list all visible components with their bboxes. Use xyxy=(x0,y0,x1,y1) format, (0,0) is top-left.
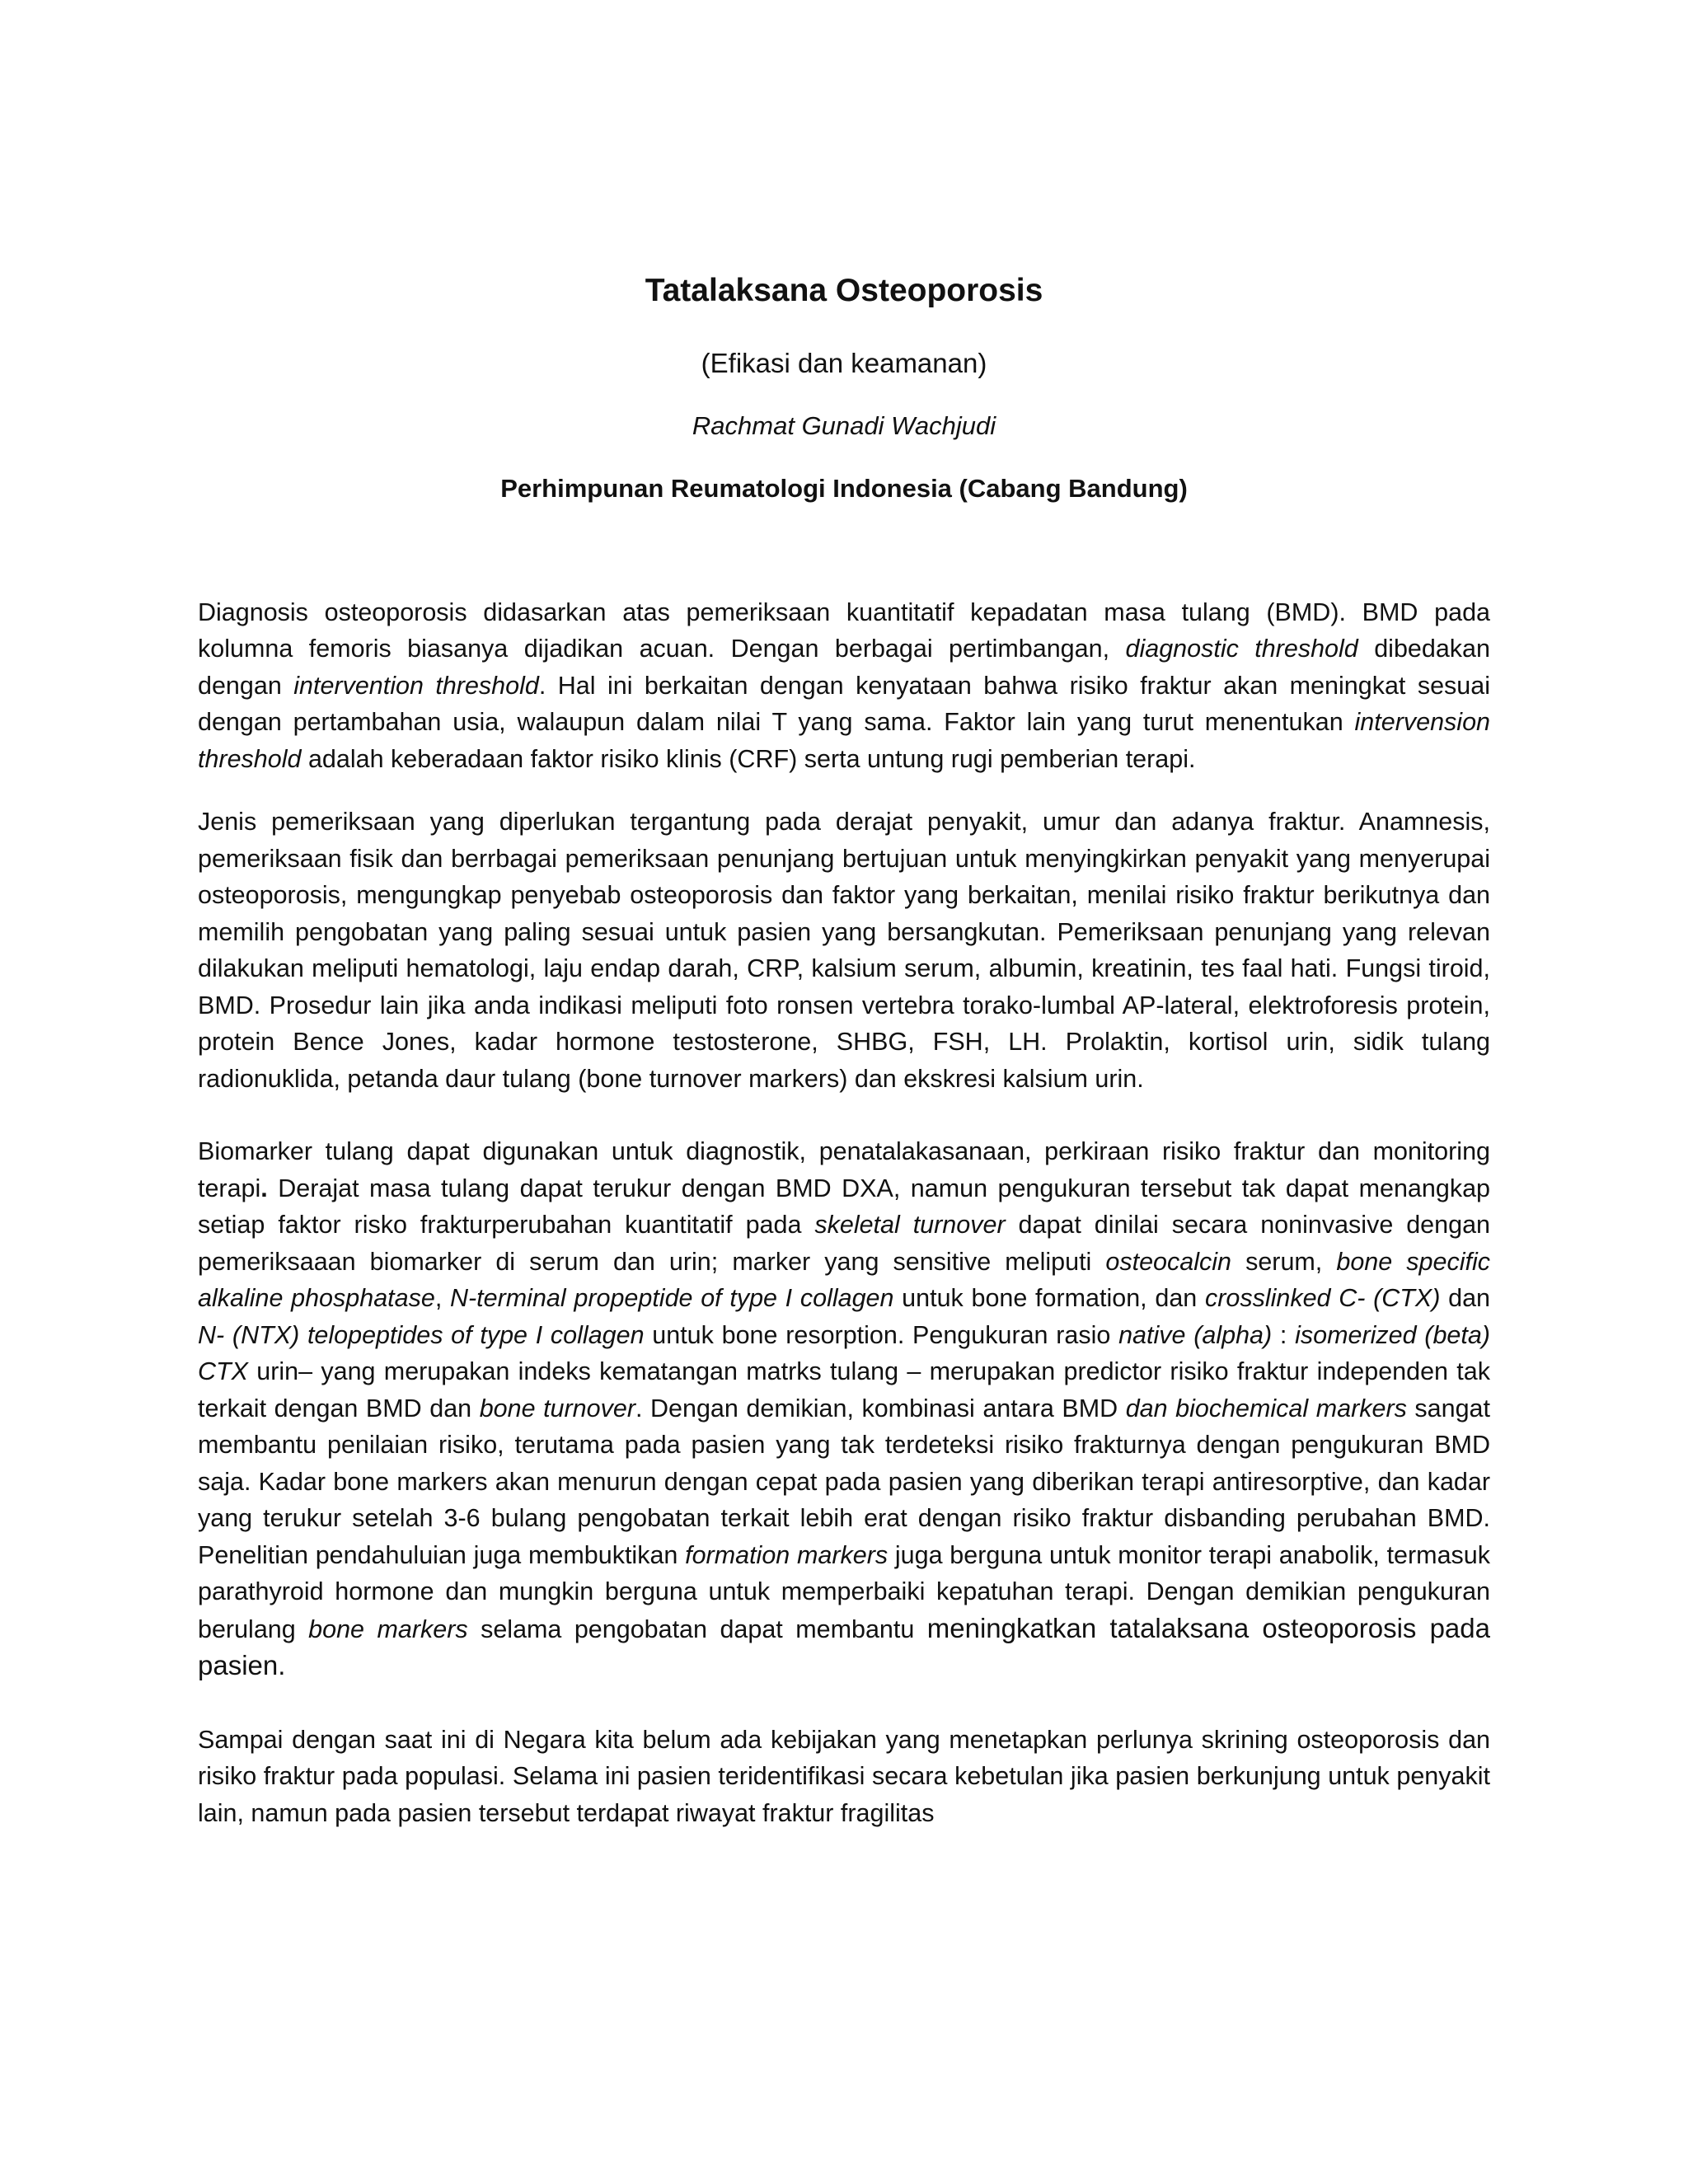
text-segment: serum, xyxy=(1231,1247,1337,1276)
text-segment: untuk bone resorption. Pengukuran rasio xyxy=(644,1320,1119,1349)
italic-term: osteocalcin xyxy=(1105,1247,1231,1276)
italic-term: isomerized (beta) CTX xyxy=(198,1320,1490,1386)
text-segment: . Hal ini berkaitan dengan kenyataan bahwa risiko fraktur akan meningkat sesuai dengan pertambahan usia, walaupun dalam nilai T yang sama. Faktor lain yang turut menentukan xyxy=(198,671,1491,737)
italic-term: bone markers xyxy=(308,1615,468,1643)
text-segment: Jenis pemeriksaan yang diperlukan tergantung pada derajat penyakit, umur dan adanya fraktur. Anamnesis, pemeriksaan fisik dan berrbagai pemeriksaan penunjang bertujuan untuk menyingkirkan penyakit yang menyerupai osteoporosis, mengungkap penyebab osteoporosis dan faktor yang berkaitan, menilai risiko fraktur berikutnya dan memilih pengobatan yang paling sesuai untuk pasien yang bersangkutan. Pemeriksaan penunjang yang relevan dilakukan meliputi hematologi, laju endap darah, CRP, kalsium serum, albumin, kreatinin, tes faal hati. Fungsi tiroid, BMD. Prosedur lain jika anda indikasi meliputi foto ronsen vertebra torako-lumbal AP-lateral, elektroforesis protein, protein Bence Jones, kadar hormone testosterone, SHBG, FSH, LH. Prolaktin, kortisol urin, sidik tulang radionuklida, petanda daur tulang (bone turnover markers) dan ekskresi kalsium urin. xyxy=(198,808,1490,1093)
italic-term: bone turnover xyxy=(479,1394,635,1422)
text-segment: : xyxy=(1272,1320,1296,1349)
italic-term: intervension threshold xyxy=(198,708,1490,773)
author-name: Rachmat Gunadi Wachjudi xyxy=(692,411,996,441)
text-segment: . Dengan demikian, kombinasi antara BMD xyxy=(635,1394,1126,1422)
text-segment: Sampai dengan saat ini di Negara kita belum ada kebijakan yang menetapkan perlunya skrining osteoporosis dan risiko fraktur pada populasi. Selama ini pasien teridentifikasi secara kebetulan jika pasien berkunjung untuk penyakit lain, namun pada pasien tersebut terdapat riwayat fraktur fragilitas xyxy=(198,1725,1490,1827)
document-subtitle: (Efikasi dan keamanan) xyxy=(701,347,987,378)
italic-term: formation markers xyxy=(685,1540,889,1569)
text-segment: , xyxy=(434,1284,450,1313)
italic-term: bone specific alkaline phosphatase xyxy=(198,1247,1491,1313)
text-segment: selama pengobatan dapat membantu xyxy=(467,1615,927,1643)
text-segment: dibedakan dengan xyxy=(198,635,1490,700)
body-paragraph xyxy=(198,1722,1490,1832)
document-title: Tatalaksana Osteoporosis xyxy=(645,273,1043,308)
text-segment: dan xyxy=(1440,1284,1491,1313)
italic-term: diagnostic threshold xyxy=(1125,635,1358,663)
document-page xyxy=(198,272,1490,1831)
italic-term: dan biochemical markers xyxy=(1125,1394,1407,1422)
text-segment: Derajat masa tulang dapat terukur dengan BMD DXA, namun pengukuran tersebut tak dapat menangkap setiap faktor risko frakturperubahan kuantitatif pada xyxy=(198,1174,1490,1240)
italic-term: N- (NTX) telopeptides of type I collagen xyxy=(198,1320,645,1349)
text-segment: juga berguna untuk monitor terapi anabolik, termasuk parathyroid hormone dan mungkin berguna untuk memperbaiki kepatuhan terapi. Dengan demikian pengukuran berulang xyxy=(198,1540,1491,1643)
text-segment: Biomarker tulang dapat digunakan untuk diagnostik, penatalakasanaan, perkiraan risiko fraktur dan monitoring terapi xyxy=(198,1137,1490,1202)
italic-term: crosslinked C- (CTX) xyxy=(1204,1284,1441,1313)
body-paragraph xyxy=(198,594,1490,778)
text-segment: meningkatkan tatalaksana osteoporosis pada pasien. xyxy=(198,1612,1490,1681)
author-affiliation: Perhimpunan Reumatologi Indonesia (Cabang Bandung) xyxy=(500,473,1188,503)
text-segment: sangat membantu penilaian risiko, terutama pada pasien yang tak terdeteksi risiko frakturnya dengan pengukuran BMD saja. Kadar bone markers akan menurun dengan cepat pada pasien yang diberikan terapi antiresorptive, dan kadar yang terukur setelah 3-6 bulang pengobatan terkait lebih erat dengan risiko fraktur disbanding perubahan BMD. Penelitian pendahuluian juga membuktikan xyxy=(198,1394,1490,1569)
italic-term: native (alpha) xyxy=(1118,1320,1273,1349)
text-segment: adalah keberadaan faktor risiko klinis (CRF) serta untung rugi pemberian terapi. xyxy=(301,744,1196,773)
text-segment: . xyxy=(260,1174,268,1202)
italic-term: skeletal turnover xyxy=(814,1211,1006,1240)
italic-term: N-terminal propeptide of type I collagen xyxy=(450,1284,894,1313)
text-segment: untuk bone formation, dan xyxy=(893,1284,1205,1313)
body-paragraph xyxy=(198,1133,1490,1685)
italic-term: intervention threshold xyxy=(293,671,539,700)
text-segment: Diagnosis osteoporosis didasarkan atas pemeriksaan kuantitatif kepadatan masa tulang (BMD). BMD pada kolumna femoris biasanya dijadikan acuan. Dengan berbagai pertimbangan, xyxy=(198,598,1490,663)
text-segment: dapat dinilai secara noninvasive dengan pemeriksaaan biomarker di serum dan urin; marker yang sensitive meliputi xyxy=(198,1211,1490,1276)
body-paragraph xyxy=(198,804,1490,1097)
text-segment: urin– yang merupakan indeks kematangan matrks tulang – merupakan predictor risiko fraktur independen tak terkait dengan BMD dan xyxy=(198,1357,1490,1422)
